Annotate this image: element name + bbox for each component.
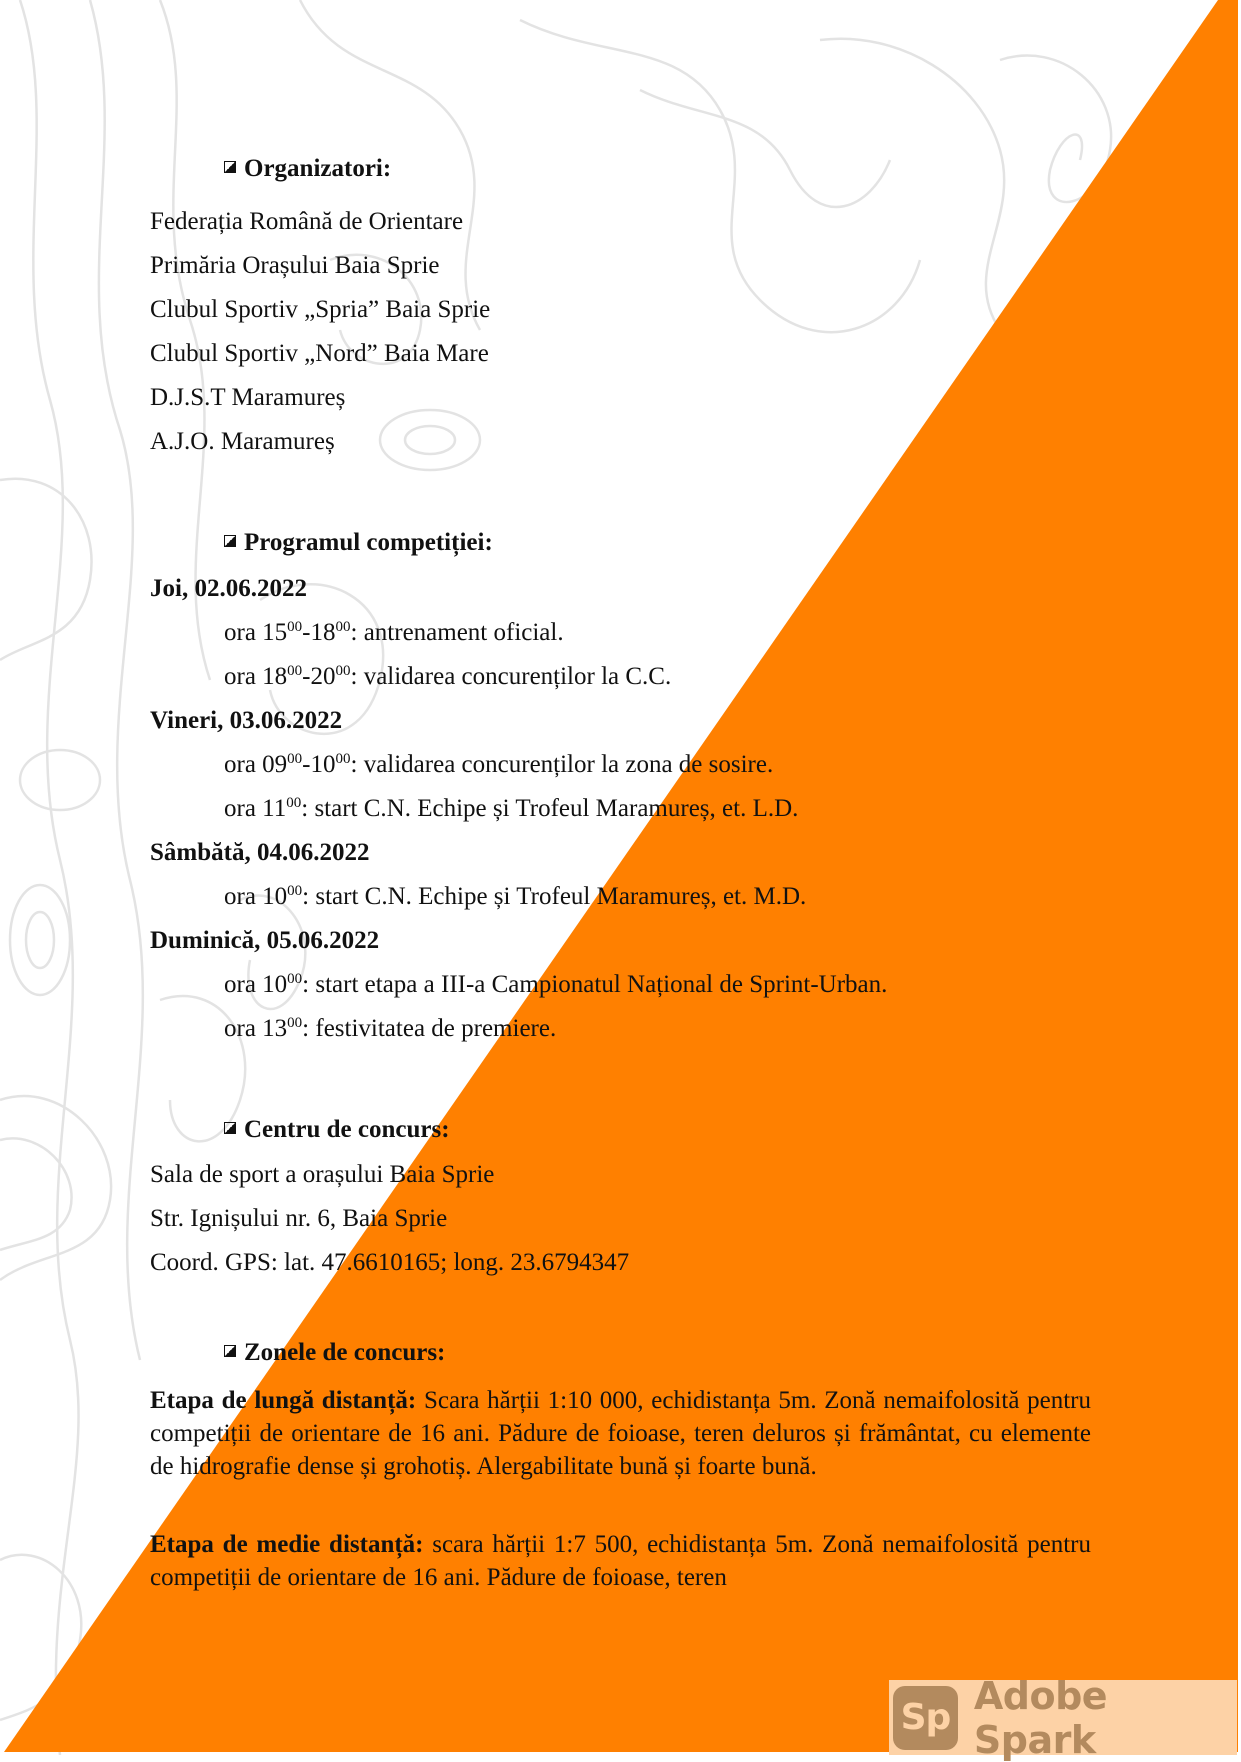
program-day: Vineri, 03.06.2022	[150, 707, 343, 734]
organizer-item: Primăria Orașului Baia Sprie	[150, 252, 440, 279]
program-event: ora $10^{00}$: start C.N. Echipe și Trofeul Maramureș, et. M.D.	[224, 883, 807, 910]
section-heading-program: Programul competiției:	[224, 529, 493, 557]
adobe-spark-logo-icon: Sp	[893, 1686, 958, 1750]
program-event: ora $11^{00}$: start C.N. Echipe și Trofeul Maramureș, et. L.D.	[224, 795, 799, 822]
adobe-spark-watermark	[889, 1673, 1237, 1762]
center-item: Str. Ignișului nr. 6, Baia Sprie	[150, 1205, 448, 1232]
organizer-item: A.J.O. Maramureș	[150, 428, 335, 455]
center-item: Sala de sport a orașului Baia Sprie	[150, 1161, 495, 1188]
square-bullet-icon	[224, 1345, 236, 1357]
square-bullet-icon	[224, 161, 236, 173]
adobe-spark-label: Adobe Spark	[973, 1673, 1108, 1762]
organizer-item: Clubul Sportiv „Spria” Baia Sprie	[150, 296, 491, 323]
program-day: Duminică, 05.06.2022	[150, 927, 380, 954]
program-day: Sâmbătă, 04.06.2022	[150, 839, 370, 866]
program-event: ora $09^{00}-10^{00}$: validarea concurenților la zona de sosire.	[224, 751, 774, 778]
section-heading-organizers: Organizatori:	[224, 155, 391, 183]
program-day: Joi, 02.06.2022	[150, 575, 307, 602]
organizer-item: D.J.S.T Maramureș	[150, 384, 346, 411]
section-heading-zones: Zonele de concurs:	[224, 1339, 445, 1367]
program-event: ora $10^{00}$: start etapa a III-a Campionatul Național de Sprint-Urban.	[224, 971, 888, 998]
section-heading-center: Centru de concurs:	[224, 1116, 450, 1144]
square-bullet-icon	[224, 535, 236, 547]
zone-paragraph-long: Etapa de lungă distanță: Scara hărții 1:10 000, echidistanța 5m. Zonă nemaifolosită pentru competiții de orientare de 16 ani. Pădure de foioase, teren deluros și frământat, cu elemente de hidrografie dense și grohotiș. Alergabilitate bună și foarte bună.	[150, 1387, 1091, 1480]
program-event: ora $13^{00}$: festivitatea de premiere.	[224, 1015, 557, 1042]
organizer-item: Federația Română de Orientare	[150, 208, 464, 235]
organizer-item: Clubul Sportiv „Nord” Baia Mare	[150, 340, 489, 367]
program-event: ora $15^{00}-18^{00}$: antrenament oficial.	[224, 619, 564, 646]
center-item: Coord. GPS: lat. 47.6610165; long. 23.6794347	[150, 1249, 630, 1276]
zone-paragraph-medium: Etapa de medie distanță: scara hărții 1:7 500, echidistanța 5m. Zonă nemaifolosită pentru competiții de orientare de 16 ani. Pădure de foioase, teren	[150, 1531, 1091, 1591]
program-event: ora $18^{00}-20^{00}$: validarea concurenților la C.C.	[224, 663, 672, 690]
square-bullet-icon	[224, 1122, 236, 1134]
